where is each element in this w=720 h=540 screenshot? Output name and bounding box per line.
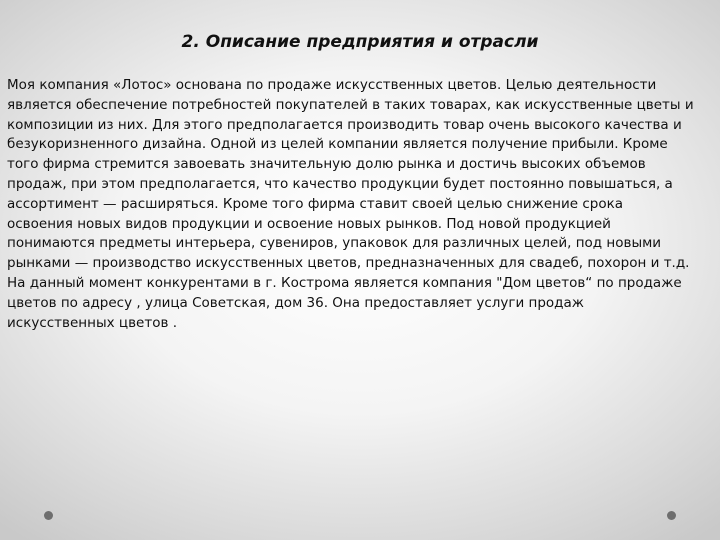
body-line: цветов по адресу , улица Советская, дом 36. Она предоставляет услуги продаж (7, 294, 584, 311)
body-line: рынками — производство искусственных цветов, предназначенных для свадеб, похорон и т.д. (7, 255, 690, 272)
body-paragraph (7, 76, 713, 333)
body-line: понимаются предметы интерьера, сувениров, упаковок для различных целей, под новыми (7, 235, 662, 252)
body-line: искусственных цветов . (7, 314, 178, 331)
slide-title: 2. Описание предприятия и отрасли (181, 32, 539, 52)
body-line: является обеспечение потребностей покупателей в таких товарах, как искусственные цветы и (7, 96, 694, 113)
body-line: освоения новых видов продукции и освоение новых рынков. Под новой продукцией (7, 215, 611, 232)
body-line: На данный момент конкурентами в г. Кострома является компания "Дом цветов“ по продаже (7, 274, 682, 291)
decorative-dot-right (667, 511, 676, 520)
body-line: композиции из них. Для этого предполагается производить товар очень высокого качества и (7, 116, 682, 133)
body-line: Моя компания «Лотос» основана по продаже искусственных цветов. Целью деятельности (7, 77, 657, 93)
body-line: безукоризненного дизайна. Одной из целей компании является получение прибыли. Кроме (7, 136, 668, 153)
body-line: ассортимент — расширяться. Кроме того фирма ставит своей целью снижение срока (7, 195, 624, 212)
decorative-dot-left (44, 511, 53, 520)
body-line: того фирма стремится завоевать значительную долю рынка и достичь высоких объемов (7, 156, 646, 173)
body-line: продаж, при этом предполагается, что качество продукции будет постоянно повышаться, а (7, 175, 673, 192)
